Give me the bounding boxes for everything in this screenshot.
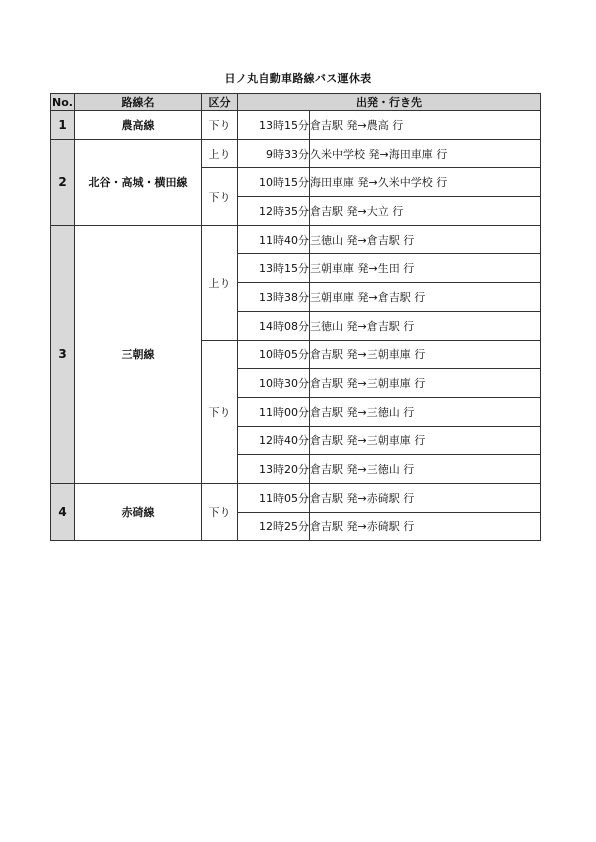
departure-time: 12時35分 [238, 197, 310, 226]
departure-time: 13時15分 [238, 111, 310, 140]
departure-time: 10時30分 [238, 369, 310, 398]
departure-time: 12時25分 [238, 512, 310, 541]
route-name: 北谷・高城・横田線 [75, 139, 202, 225]
departure-time: 13時15分 [238, 254, 310, 283]
trip-origin-destination: 海田車庫 発→久米中学校 行 [310, 168, 541, 197]
departure-time: 10時05分 [238, 340, 310, 369]
trip-origin-destination: 倉吉駅 発→三朝車庫 行 [310, 369, 541, 398]
table-row [51, 483, 541, 512]
trip-origin-destination: 三徳山 発→倉吉駅 行 [310, 225, 541, 254]
direction-cell: 上り [202, 139, 238, 168]
departure-time: 11時00分 [238, 397, 310, 426]
table-body [51, 111, 541, 541]
trip-origin-destination: 倉吉駅 発→三徳山 行 [310, 397, 541, 426]
trip-origin-destination: 倉吉駅 発→赤碕駅 行 [310, 483, 541, 512]
direction-cell: 上り [202, 225, 238, 340]
trip-origin-destination: 倉吉駅 発→三朝車庫 行 [310, 340, 541, 369]
route-number: 3 [51, 225, 75, 483]
direction-cell: 下り [202, 111, 238, 140]
trip-origin-destination: 倉吉駅 発→赤碕駅 行 [310, 512, 541, 541]
table-row [51, 225, 541, 254]
route-name: 赤碕線 [75, 483, 202, 540]
trip-origin-destination: 三朝車庫 発→倉吉駅 行 [310, 283, 541, 312]
route-number: 2 [51, 139, 75, 225]
trip-origin-destination: 久米中学校 発→海田車庫 行 [310, 139, 541, 168]
route-name: 三朝線 [75, 225, 202, 483]
page-title: 日ノ丸自動車路線バス運休表 [224, 72, 372, 85]
departure-time: 13時20分 [238, 455, 310, 484]
direction-cell: 下り [202, 168, 238, 225]
trip-origin-destination: 三徳山 発→倉吉駅 行 [310, 311, 541, 340]
route-name: 農高線 [75, 111, 202, 140]
departure-time: 11時05分 [238, 483, 310, 512]
trip-origin-destination: 倉吉駅 発→三徳山 行 [310, 455, 541, 484]
header-route: 路線名 [75, 94, 202, 111]
direction-cell: 下り [202, 483, 238, 540]
table-row [51, 139, 541, 168]
direction-cell: 下り [202, 340, 238, 483]
table-row [51, 111, 541, 140]
route-number: 4 [51, 483, 75, 540]
table-header-row [51, 94, 541, 111]
departure-time: 10時15分 [238, 168, 310, 197]
trip-origin-destination: 倉吉駅 発→大立 行 [310, 197, 541, 226]
trip-origin-destination: 倉吉駅 発→農高 行 [310, 111, 541, 140]
departure-time: 11時40分 [238, 225, 310, 254]
trip-origin-destination: 倉吉駅 発→三朝車庫 行 [310, 426, 541, 455]
suspension-table [50, 93, 541, 541]
header-departure: 出発・行き先 [238, 94, 541, 111]
departure-time: 13時38分 [238, 283, 310, 312]
header-no: No. [52, 95, 73, 109]
departure-time: 12時40分 [238, 426, 310, 455]
route-number: 1 [51, 111, 75, 140]
header-direction: 区分 [202, 94, 238, 111]
trip-origin-destination: 三朝車庫 発→生田 行 [310, 254, 541, 283]
departure-time: 9時33分 [238, 139, 310, 168]
departure-time: 14時08分 [238, 311, 310, 340]
